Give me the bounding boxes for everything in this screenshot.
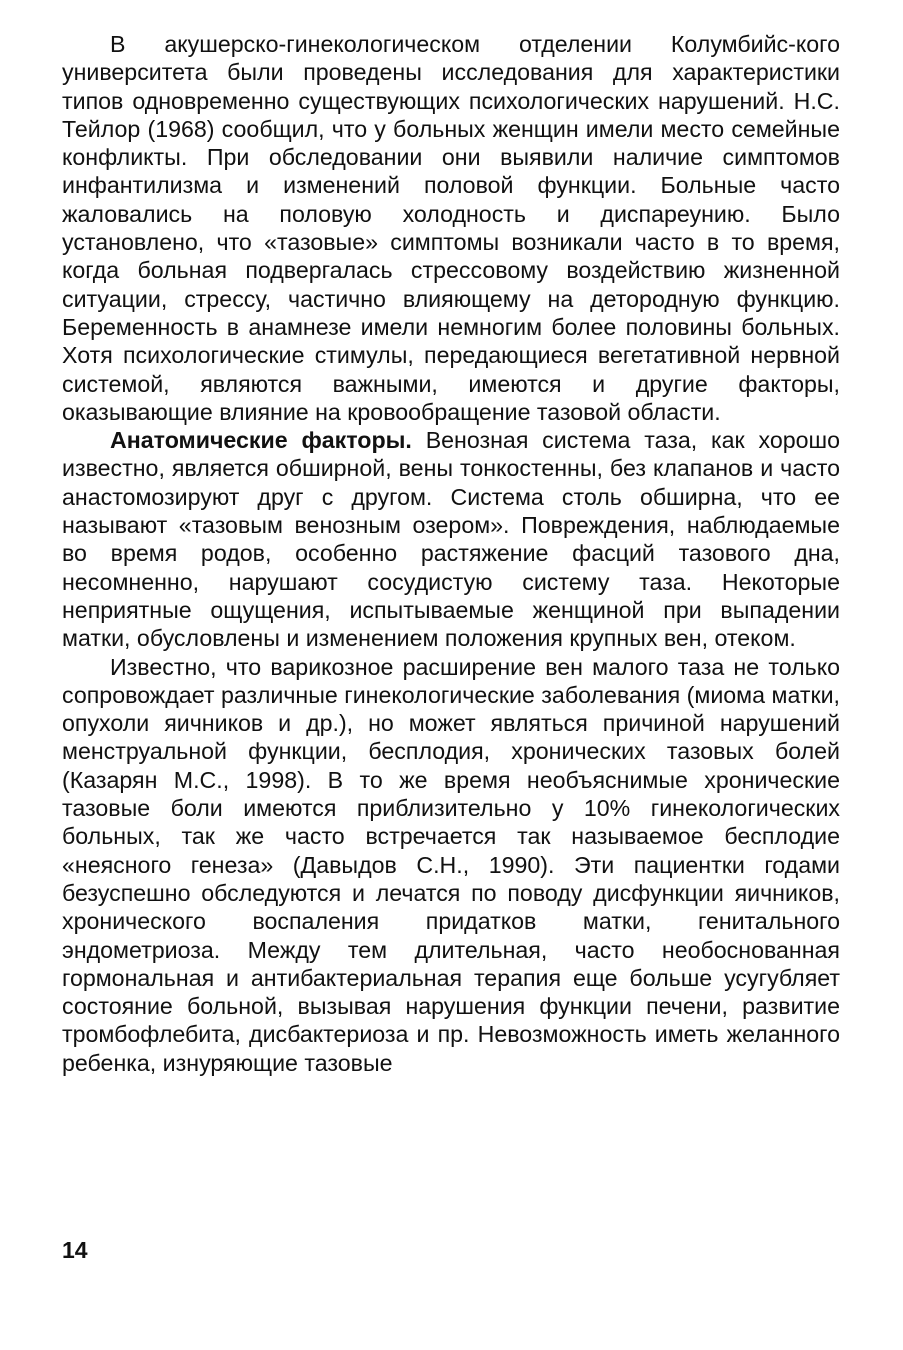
paragraph-2-text: Венозная система таза, как хорошо известно, является обширной, вены тонкостенны, без клапанов и часто анастомозируют друг с другом. Система столь обширна, что ее называют «тазовым венозным озером». Повреждения, наблюдаемые во время родов, особенно растяжение фасций тазового дна, несомненно, нарушают сосудистую систему таза. Некоторые неприятные ощущения, испытываемые женщиной при выпадении матки, обусловлены и изменением положения крупных вен, отеком.: [62, 427, 840, 652]
paragraph-1: [62, 30, 840, 426]
paragraph-2: [62, 426, 840, 652]
page-body: [62, 30, 840, 1077]
page-number: 14: [62, 1237, 88, 1263]
section-heading-anatomical-factors: Анатомические факторы.: [110, 427, 412, 454]
paragraph-1-text: В акушерско-гинекологическом отделении Колумбийс-кого университета были проведены исследования для характеристики типов одновременно существующих психологических нарушений. Н.С. Тейлор (1968) сообщил, что у больных женщин имели место семейные конфликты. При обследовании они выявили наличие симптомов инфантилизма и изменений половой функции. Больные часто жаловались на половую холодность и диспареунию. Было установлено, что «тазовые» симптомы возникали часто в то время, когда больная подвергалась стрессовому воздействию жизненной ситуации, стрессу, частично влияющему на детородную функцию. Беременность в анамнезе имели немногим более половины больных. Хотя психологические стимулы, передающиеся вегетативной нервной системой, являются важными, имеются и другие факторы, оказывающие влияние на кровообращение тазовой области.: [62, 31, 840, 425]
paragraph-3: [62, 653, 840, 1077]
paragraph-3-text: Известно, что варикозное расширение вен малого таза не только сопровождает различные гинекологические заболевания (миома матки, опухоли яичников и др.), но может являться причиной нарушений менструальной функции, бесплодия, хронических тазовых болей (Казарян М.С., 1998). В то же время необъяснимые хронические тазовые боли имеются приблизительно у 10% гинекологических больных, так же часто встречается так называемое бесплодие «неясного генеза» (Давыдов С.Н., 1990). Эти пациентки годами безуспешно обследуются и лечатся по поводу дисфункции яичников, хронического воспаления придатков матки, генитального эндометриоза. Между тем длительная, часто необоснованная гормональная и антибактериальная терапия еще больше усугубляет состояние больной, вызывая нарушения функции печени, развитие тромбофлебита, дисбактериоза и пр. Невозможность иметь желанного ребенка, изнуряющие тазовые: [62, 653, 840, 1076]
